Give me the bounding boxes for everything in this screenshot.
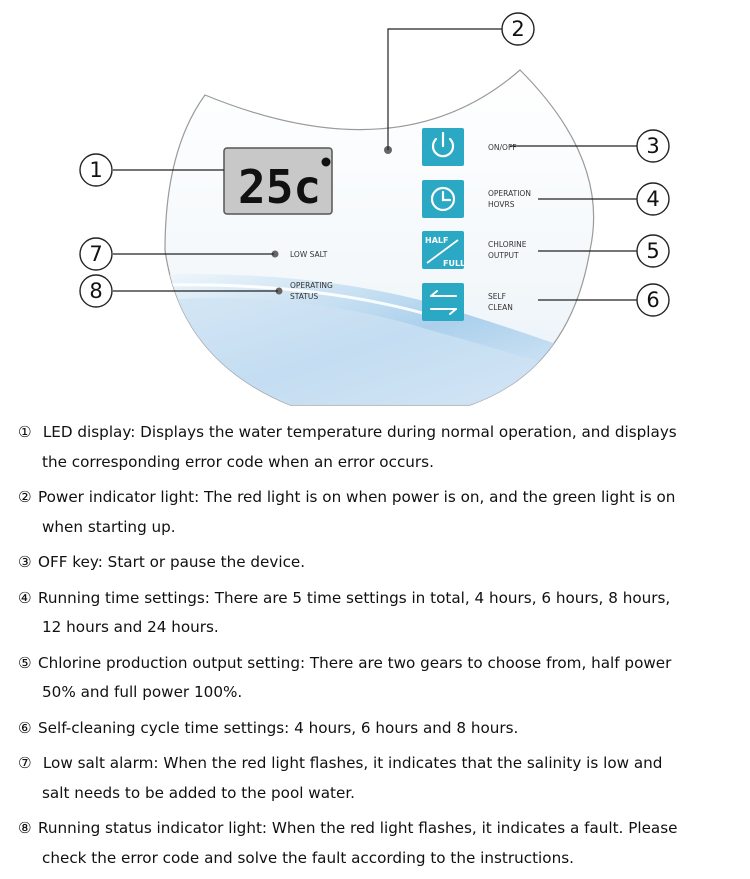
description-line1: Low salt alarm: When the red light flashes, it indicates that the salinity is low and: [38, 754, 663, 772]
description-item-7: [18, 749, 738, 808]
description-item-1: [18, 418, 738, 477]
description-line2: when starting up.: [42, 517, 176, 536]
on-off-label: ON/OFF: [488, 143, 517, 152]
svg-text:2: 2: [511, 17, 525, 41]
led-display-value: 25c: [238, 160, 322, 214]
half-label: HALF: [425, 236, 449, 245]
self-clean-button[interactable]: [422, 283, 464, 321]
description-line2: 50% and full power 100%.: [42, 683, 243, 701]
svg-text:4: 4: [646, 187, 660, 211]
description-number: ③: [18, 553, 32, 571]
description-item-3: [18, 548, 738, 578]
description-item-6: [18, 714, 738, 744]
description-number: ⑤: [18, 653, 32, 672]
svg-text:6: 6: [646, 288, 660, 312]
description-line1: Power indicator light: The red light is on when power is on, and the green light is on: [38, 488, 676, 506]
chlorine-output-button[interactable]: [422, 231, 465, 269]
description-line1: Chlorine production output setting: There are two gears to choose from, half power: [38, 653, 672, 672]
description-item-5: [18, 649, 738, 708]
description-line2: 12 hours and 24 hours.: [42, 618, 219, 636]
svg-text:5: 5: [646, 239, 660, 263]
control-panel-diagram: [0, 0, 750, 410]
callout-8: [80, 275, 112, 307]
svg-text:8: 8: [89, 279, 103, 303]
description-number: ④: [18, 588, 32, 607]
callout-7: [80, 238, 112, 270]
description-line2: the corresponding error code when an error occurs.: [42, 452, 434, 471]
description-line2: salt needs to be added to the pool water.: [42, 783, 356, 802]
svg-text:1: 1: [89, 158, 103, 182]
operation-label-line1: OPERATION: [488, 189, 531, 198]
description-item-8: [18, 814, 738, 873]
callout-2: [502, 13, 534, 45]
svg-text:7: 7: [89, 242, 103, 266]
self-clean-label-line2: CLEAN: [488, 303, 513, 312]
led-degree-dot: [322, 158, 331, 167]
operating-status-label-line2: STATUS: [290, 292, 319, 301]
svg-text:3: 3: [646, 134, 660, 158]
description-item-2: [18, 483, 738, 542]
description-number: ⑧: [18, 819, 32, 837]
description-line1: Running status indicator light: When the red light flashes, it indicates a fault. Please: [38, 819, 678, 837]
callout-6: [637, 284, 669, 316]
callout-1: [80, 154, 112, 186]
description-line2: check the error code and solve the fault according to the instructions.: [42, 848, 574, 867]
operating-status-label-line1: OPERATING: [290, 281, 333, 290]
operation-hours-button[interactable]: [422, 180, 464, 218]
description-item-4: [18, 584, 738, 643]
description-line1: Running time settings: There are 5 time settings in total, 4 hours, 6 hours, 8 hours,: [38, 588, 671, 607]
on-off-button[interactable]: [422, 128, 464, 166]
low-salt-label: LOW SALT: [290, 250, 328, 259]
operation-label-line2: HOVRS: [488, 200, 515, 209]
full-label: FULL: [443, 259, 466, 268]
callout-3: [637, 130, 669, 162]
self-clean-label-line1: SELF: [488, 292, 506, 301]
description-number: ⑦: [18, 754, 32, 772]
description-list: [18, 418, 738, 879]
callout-5: [637, 235, 669, 267]
description-number: ①: [18, 423, 32, 441]
description-line1: OFF key: Start or pause the device.: [38, 553, 306, 571]
description-number: ②: [18, 488, 32, 506]
description-number: ⑥: [18, 718, 32, 737]
chlorine-label-line1: CHLORINE: [488, 240, 527, 249]
callout-4: [637, 183, 669, 215]
description-line1: Self-cleaning cycle time settings: 4 hours, 6 hours and 8 hours.: [38, 718, 519, 737]
description-line1: LED display: Displays the water temperature during normal operation, and displays: [38, 423, 677, 441]
chlorine-label-line2: OUTPUT: [488, 251, 519, 260]
